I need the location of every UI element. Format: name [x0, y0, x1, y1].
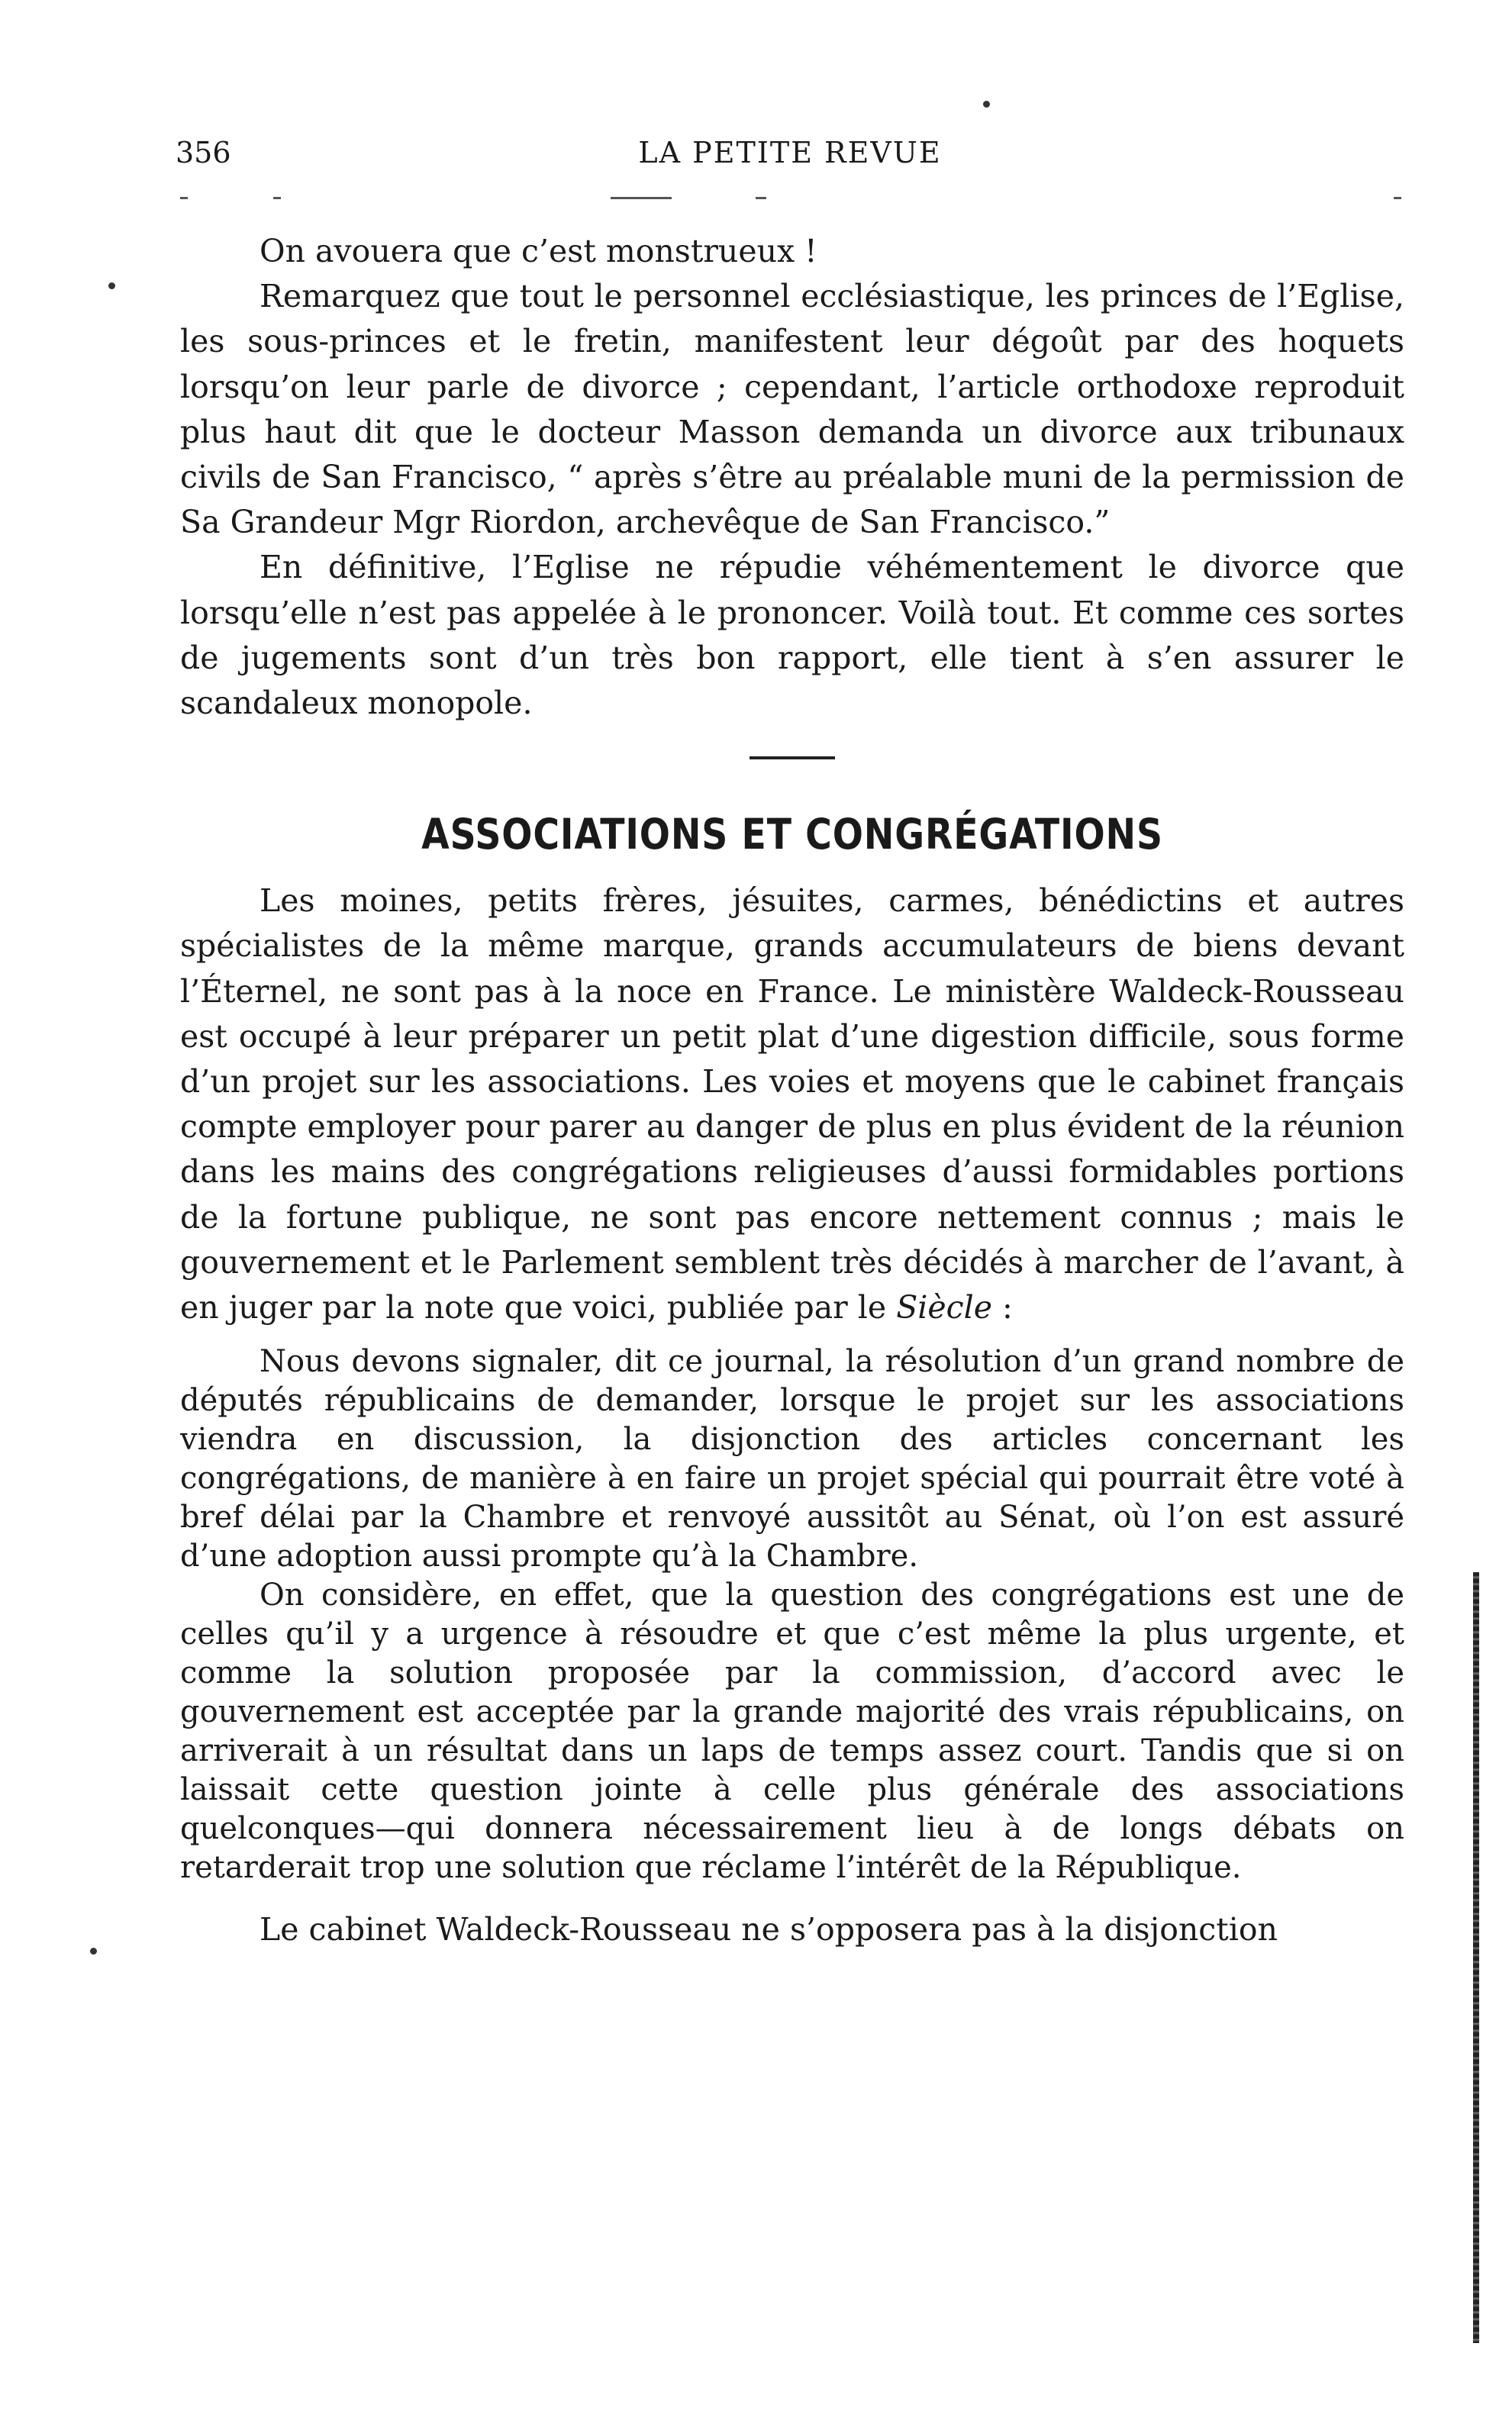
body-text	[180, 229, 1404, 1952]
paragraph: On avouera que c’est monstrueux !	[260, 233, 817, 269]
header-mark	[1394, 197, 1401, 199]
header-mark	[273, 197, 281, 199]
paragraph: Remarquez que tout le personnel ecclésiastique, les princes de l’Eglise, les sous-princes et le fretin, manifestent leur dégoût par des hoquets lorsqu’on leur parle de divorce ; cependant, l’article orthodoxe reproduit plus haut dit que le docteur Masson demanda un divorce aux tribunaux civils de San Francisco, “ après s’être au préalable muni de la permission de Sa Grandeur Mgr Riordon, archevêque de San Francisco.”	[180, 278, 1404, 541]
running-title: LA PETITE REVUE	[638, 136, 942, 169]
quoted-paragraph: Nous devons signaler, dit ce journal, la résolution d’un grand nombre de députés républicains de demander, lorsque le projet sur les associations viendra en discussion, la disjonction des articles concernant les congrégations, de manière à en faire un projet spécial qui pourrait être voté à bref délai par la Chambre et renvoyé aussitôt au Sénat, où l’on est assuré d’une adoption aussi prompte qu’à la Chambre.	[180, 1344, 1404, 1575]
header-mark	[611, 197, 672, 199]
paragraph: Le cabinet Waldeck-Rousseau ne s’opposera pas à la disjonction	[260, 1911, 1278, 1948]
newspaper-title: Siècle	[896, 1289, 993, 1326]
page-header	[176, 131, 1404, 174]
section-title: ASSOCIATIONS ET CONGRÉGATIONS	[421, 810, 1163, 859]
header-mark	[180, 197, 188, 199]
section-paragraph	[180, 878, 1404, 1330]
quoted-paragraph: On considère, en effet, que la question des congrégations est une de celles qu’il y a urgence à résoudre et que c’est même la plus urgente, et comme la solution proposée par la commission, d’accord avec le gouvernement est acceptée par la grande majorité des vrais républicains, on arriverait à un résultat dans un laps de temps assez court. Tandis que si on laissait cette question jointe à celle plus générale des associations quelconques—qui donnera nécessairement lieu à de longs débats on retarderait trop une solution que réclame l’intérêt de la République.	[180, 1578, 1404, 1886]
page-number: 356	[176, 136, 231, 169]
spacer	[180, 1887, 1404, 1907]
header-mark	[756, 197, 766, 199]
spacer	[180, 1330, 1404, 1342]
header-rule-marks	[176, 197, 1404, 201]
binding-edge-mark	[1473, 1572, 1479, 2343]
paragraph: En définitive, l’Eglise ne répudie véhémentement le divorce que lorsqu’elle n’est pas appelée à le prononcer. Voilà tout. Et comme ces sortes de jugements sont d’un très bon rapport, elle tient à s’en assurer le scandaleux monopole.	[180, 549, 1404, 722]
paragraph-text: :	[992, 1289, 1013, 1326]
paragraph-text: Les moines, petits frères, jésuites, carmes, bénédictins et autres spécialistes de la même marque, grands accumulateurs de biens devant l’Éternel, ne sont pas à la noce en France. Le ministère Waldeck-Rousseau est occupé à leur préparer un petit plat d’une digestion difficile, sous forme d’un projet sur les associations. Les voies et moyens que le cabinet français compte employer pour parer au danger de plus en plus évident de la réunion dans les mains des congrégations religieuses d’aussi formidables portions de la fortune publique, ne sont pas encore nettement connus ; mais le gouvernement et le Parlement semblent très décidés à marcher de l’avant, à en juger par la note que voici, publiée par le	[180, 882, 1404, 1326]
margin-speck	[108, 282, 115, 289]
margin-speck	[983, 101, 990, 108]
section-divider	[750, 756, 835, 759]
margin-speck	[90, 1948, 97, 1955]
